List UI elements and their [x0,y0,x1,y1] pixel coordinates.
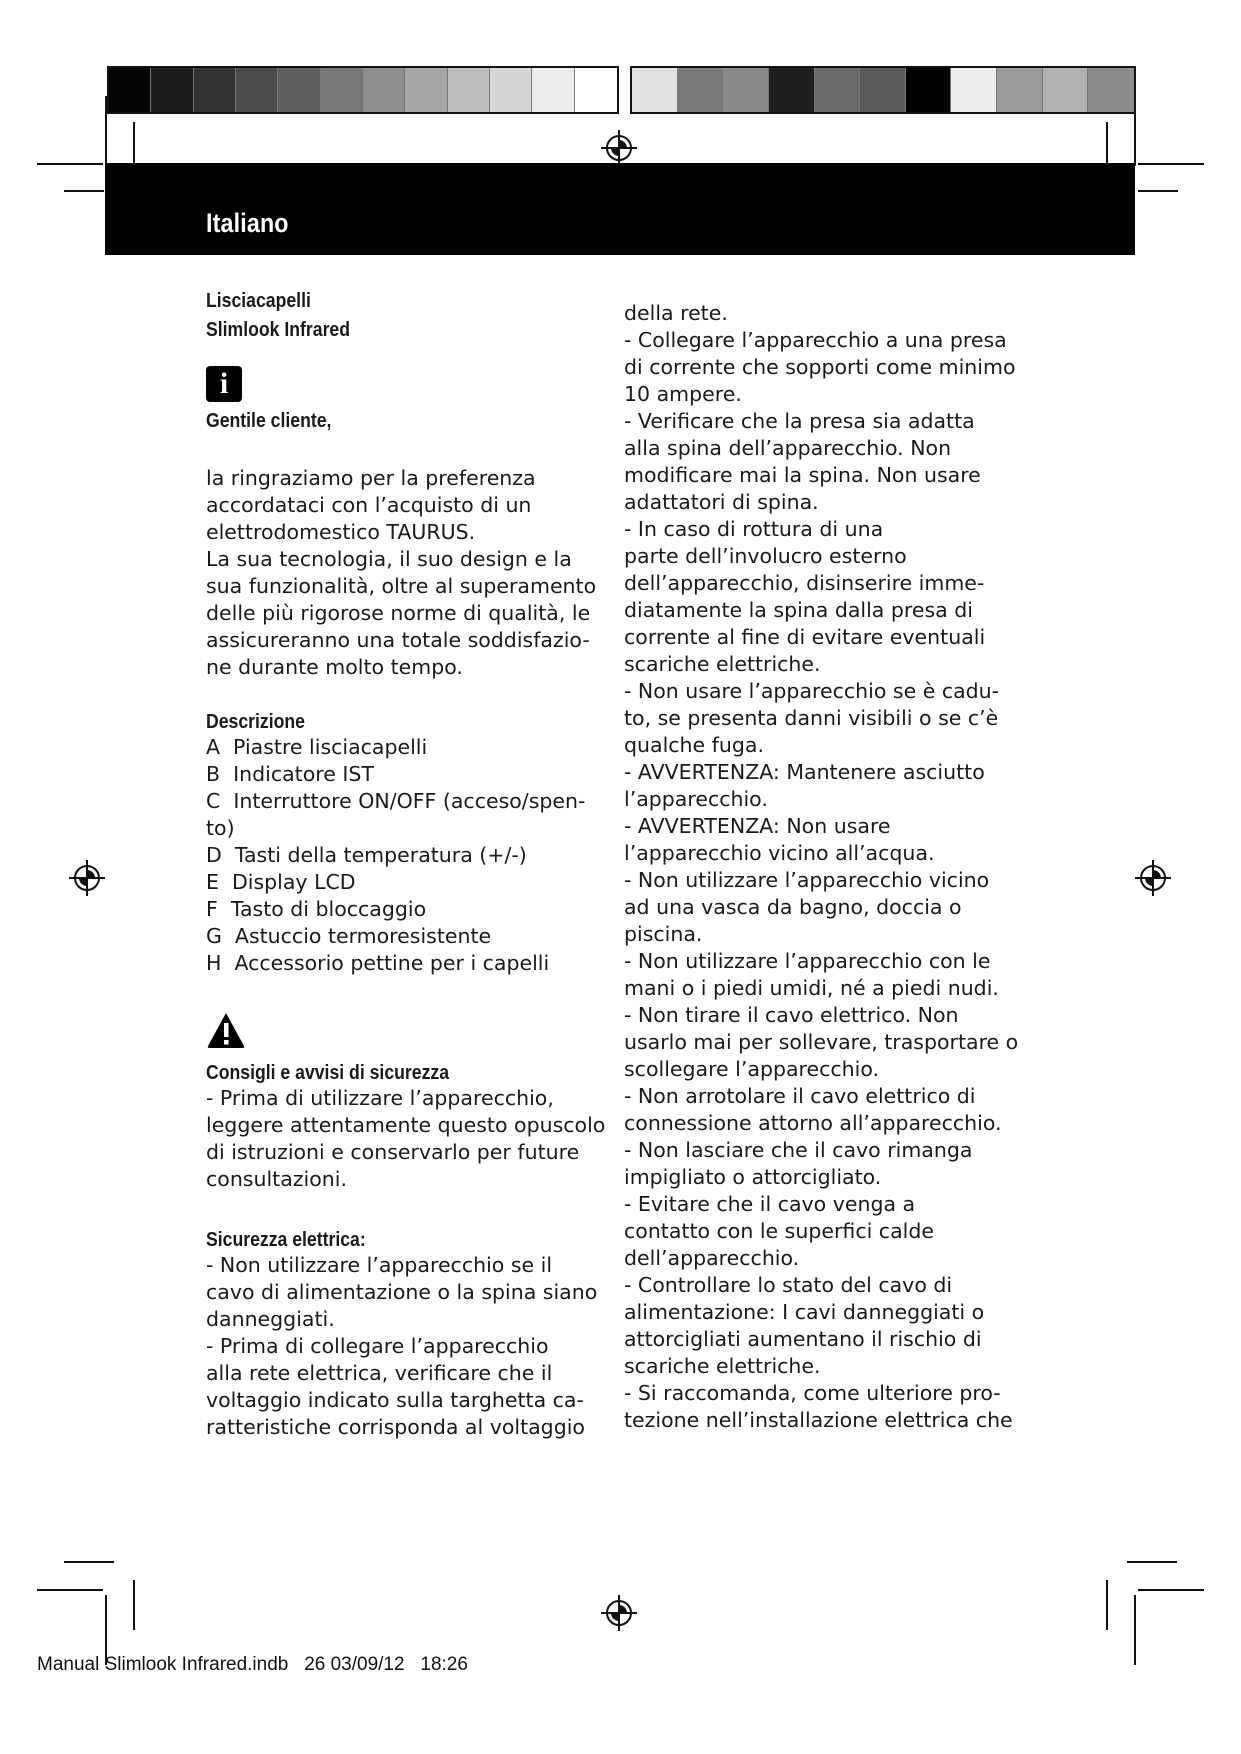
crop-mark [1138,163,1204,165]
right-column-line: contatto con le superfici calde [624,1219,934,1243]
right-column-line: - Verificare che la presa sia adatta [624,409,975,433]
intro-line: sua funzionalità, oltre al superamento [206,574,597,598]
electrical-line: - Prima di collegare l’apparecchio [206,1334,549,1358]
color-swatch [109,68,151,112]
right-column-line: scollegare l’apparecchio. [624,1057,880,1081]
crop-mark [64,190,104,192]
right-column-line: - Non utilizzare l’apparecchio con le [624,949,991,973]
color-swatch [1088,68,1134,112]
color-swatch [678,68,724,112]
color-swatch [448,68,490,112]
right-column-line: piscina. [624,922,703,946]
right-column-line: - Controllare lo stato del cavo di [624,1273,953,1297]
print-slug: Manual Slimlook Infrared.indb 26 03/09/12 18:26 [37,1654,468,1675]
electrical-paragraph [206,1252,616,1441]
warning-icon [206,1011,246,1049]
crop-mark [105,96,107,166]
electrical-line: - Non utilizzare l’apparecchio se il [206,1253,553,1277]
right-column-line: - In caso di rottura di una [624,517,884,541]
color-swatch [532,68,574,112]
right-column-line: modificare mai la spina. Non usare [624,463,981,487]
color-swatch [860,68,906,112]
safety-line: leggere attentamente questo opuscolo [206,1113,606,1137]
intro-line: assicureranno una totale soddisfazio- [206,628,590,652]
right-column-line: connessione attorno all’apparecchio. [624,1111,1002,1135]
crop-mark [37,163,103,165]
safety-paragraph [206,1085,616,1193]
crop-mark [1138,1589,1204,1591]
right-column-line: - AVVERTENZA: Non usare [624,814,891,838]
safety-line: consultazioni. [206,1167,347,1191]
safety-heading: Consigli e avvisi di sicurezza [206,1061,450,1084]
electrical-heading: Sicurezza elettrica: [206,1228,366,1251]
safety-line: - Prima di utilizzare l’apparecchio, [206,1086,554,1110]
intro-line: la ringraziamo per la preferenza [206,466,536,490]
color-swatch [632,68,678,112]
description-heading: Descrizione [206,710,305,733]
right-column-line: tezione nell’installazione elettrica che [624,1408,1013,1432]
right-column-line: - Non lasciare che il cavo rimanga [624,1138,973,1162]
right-column-line: alimentazione: I cavi danneggiati o [624,1300,985,1324]
right-column-line: to, se presenta danni visibili o se c’è [624,706,999,730]
color-swatch [405,68,447,112]
right-column-line: - Non tirare il cavo elettrico. Non [624,1003,959,1027]
color-swatch [575,68,617,112]
right-column-line: - Si raccomanda, come ulteriore pro- [624,1381,1001,1405]
safety-line: di istruzioni e conservarlo per future [206,1140,580,1164]
color-swatch [906,68,952,112]
description-item: G Astuccio termoresistente [206,924,492,948]
product-title-line: Lisciacapelli [206,289,311,312]
color-swatch [321,68,363,112]
color-swatch [236,68,278,112]
description-item: H Accessorio pettine per i capelli [206,951,550,975]
right-column-line: corrente al fine di evitare eventuali [624,625,986,649]
intro-line: ne durante molto tempo. [206,655,463,679]
right-column-line: - Collegare l’apparecchio a una presa [624,328,1007,352]
color-swatch [815,68,861,112]
color-swatch [951,68,997,112]
crop-mark [133,1580,135,1630]
electrical-line: ratteristiche corrisponda al voltaggio [206,1415,585,1439]
intro-paragraph [206,465,616,681]
crop-mark [1134,96,1136,166]
registration-mark-icon [69,860,105,896]
color-swatch [151,68,193,112]
crop-mark [1127,1561,1177,1563]
electrical-line: alla rete elettrica, verificare che il [206,1361,553,1385]
right-column-line: attorcigliati aumentano il rischio di [624,1327,982,1351]
description-list [206,734,616,977]
language-title: Italiano [206,208,289,238]
right-column-line: - Non utilizzare l’apparecchio vicino [624,868,990,892]
description-item: F Tasto di bloccaggio [206,897,427,921]
right-column-line: - Non usare l’apparecchio se è cadu- [624,679,1000,703]
intro-line: delle più rigorose norme di qualità, le [206,601,591,625]
crop-mark [1106,1580,1108,1630]
right-column-line: dell’apparecchio, disinserire imme- [624,571,985,595]
description-item: D Tasti della temperatura (+/-) [206,843,527,867]
right-column-line: 10 ampere. [624,382,742,406]
right-column-line: di corrente che sopporti come minimo [624,355,1016,379]
right-column-line: qualche fuga. [624,733,764,757]
right-column [624,300,1044,1434]
right-column-line: l’apparecchio vicino all’acqua. [624,841,935,865]
description-item: E Display LCD [206,870,356,894]
electrical-line: danneggiati. [206,1307,335,1331]
crop-mark [1138,190,1178,192]
crop-mark [37,1589,103,1591]
left-column [206,286,616,1441]
right-column-line: della rete. [624,301,728,325]
info-icon: i [206,366,242,402]
color-swatch [194,68,236,112]
intro-line: La sua tecnologia, il suo design e la [206,547,572,571]
registration-mark-icon [601,1595,637,1631]
color-swatch [997,68,1043,112]
right-column-line: - Non arrotolare il cavo elettrico di [624,1084,976,1108]
color-swatch [363,68,405,112]
right-column-line: parte dell’involucro esterno [624,544,907,568]
intro-line: elettrodomestico TAURUS. [206,520,476,544]
registration-mark-icon [601,130,637,166]
right-column-line: l’apparecchio. [624,787,768,811]
electrical-line: voltaggio indicato sulla targhetta ca- [206,1388,584,1412]
crop-mark [64,1561,114,1563]
color-swatch [490,68,532,112]
language-header-band [105,163,1135,255]
right-column-line: alla spina dell’apparecchio. Non [624,436,952,460]
description-item: to) [206,816,235,840]
right-column-line: mani o i piedi umidi, né a piedi nudi. [624,976,999,1000]
right-column-line: adattatori di spina. [624,490,819,514]
right-column-line: ad una vasca da bagno, doccia o [624,895,962,919]
right-column-line: scariche elettriche. [624,1354,821,1378]
description-item: A Piastre lisciacapelli [206,735,428,759]
crop-mark [1134,1595,1136,1665]
right-column-line: scariche elettriche. [624,652,821,676]
product-title-line: Slimlook Infrared [206,318,351,341]
right-column-line: impigliato o attorcigliato. [624,1165,882,1189]
right-column-line: - AVVERTENZA: Mantenere asciutto [624,760,985,784]
color-swatch [278,68,320,112]
color-swatch [769,68,815,112]
intro-line: accordataci con l’acquisto di un [206,493,532,517]
electrical-line: cavo di alimentazione o la spina siano [206,1280,598,1304]
description-item: B Indicatore IST [206,762,374,786]
color-swatch [723,68,769,112]
right-column-line: - Evitare che il cavo venga a [624,1192,916,1216]
right-column-line: usarlo mai per sollevare, trasportare o [624,1030,1019,1054]
color-swatch [1043,68,1089,112]
color-bar-right [630,66,1136,114]
registration-mark-icon [1135,860,1171,896]
right-column-line: dell’apparecchio. [624,1246,800,1270]
right-column-line: diatamente la spina dalla presa di [624,598,973,622]
greeting: Gentile cliente, [206,409,332,432]
color-bar-left [107,66,619,114]
description-item: C Interruttore ON/OFF (acceso/spen- [206,789,586,813]
